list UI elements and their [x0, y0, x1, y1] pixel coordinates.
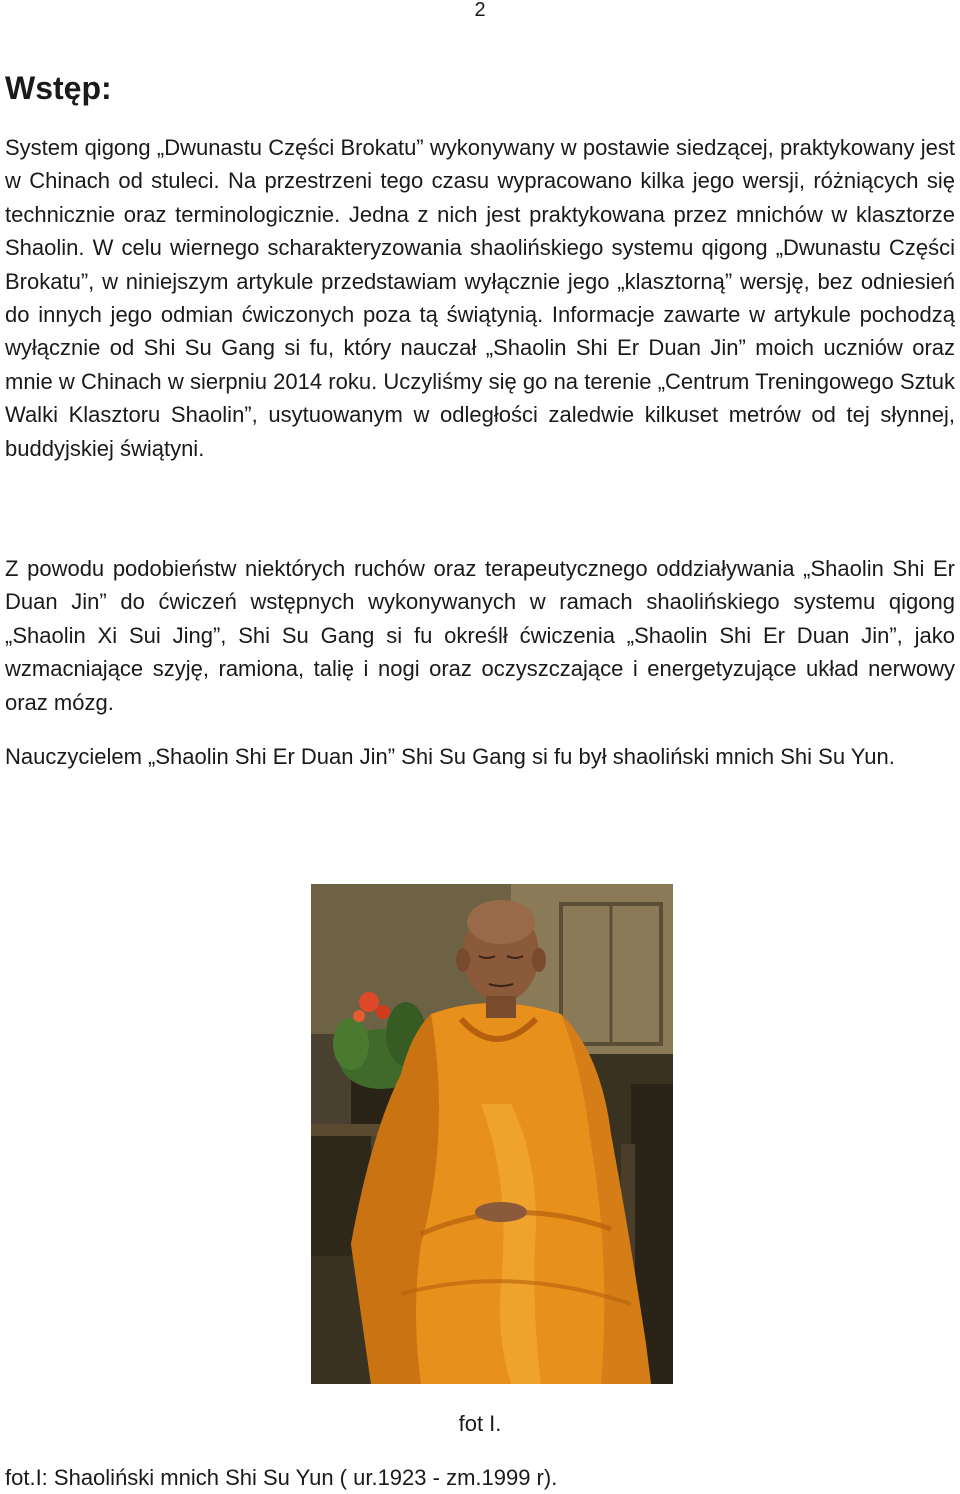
section-heading: Wstęp:: [5, 70, 112, 106]
photo-label: fot I.: [458, 1411, 502, 1436]
page-number: 2: [474, 0, 486, 21]
paragraph-similarity: Z powodu podobieństw niektórych ruchów oraz terapeutycznego oddziaływania „Shaolin Shi Er Duan Jin” do ćwiczeń wstępnych wykonywanych w ramach shaolińskiego systemu qigong „Shaolin Xi Sui Jing”, Shi Su Gang si fu określł ćwiczenia „Shaolin Shi Er Duan Jin”, jako wzmacniające szyję, ramiona, talię i nogi oraz oczyszczające i energetyzujące układ nerwowy oraz mózg.: [5, 556, 955, 715]
monk-hands: [475, 1202, 527, 1222]
red-flowers: [359, 992, 379, 1012]
photo-caption: fot.I: Shaoliński mnich Shi Su Yun ( ur.1923 - zm.1999 r).: [5, 1465, 558, 1490]
monk-photo: [311, 884, 673, 1384]
paragraph-teacher: Nauczycielem „Shaolin Shi Er Duan Jin” Shi Su Gang si fu był shaoliński mnich Shi Su Yun.: [5, 744, 895, 769]
paragraph-intro: System qigong „Dwunastu Części Brokatu” wykonywany w postawie siedzącej, praktykowany jest w Chinach od stuleci. Na przestrzeni tego czasu wypracowano kilka jego wersji, różniących się technicznie oraz terminologicznie. Jedna z nich jest praktykowana przez mnichów w klasztorze Shaolin. W celu wiernego scharakteryzowania shaolińskiego systemu qigong „Dwunastu Części Brokatu”, w niniejszym artykule przedstawiam wyłącznie jego „klasztorną” wersję, bez odniesień do innych jego odmian ćwiczonych poza tą świątynią. Informacje zawarte w artykule pochodzą wyłącznie od Shi Su Gang si fu, który nauczał „Shaolin Shi Er Duan Jin” moich uczniów oraz mnie w Chinach w sierpniu 2014 roku. Uczyliśmy się go na terenie „Centrum Treningowego Sztuk Walki Klasztoru Shaolin”, usytuowanym w odległości zaledwie kilkuset metrów od tej słynnej, buddyjskiej świątyni.: [5, 135, 955, 461]
